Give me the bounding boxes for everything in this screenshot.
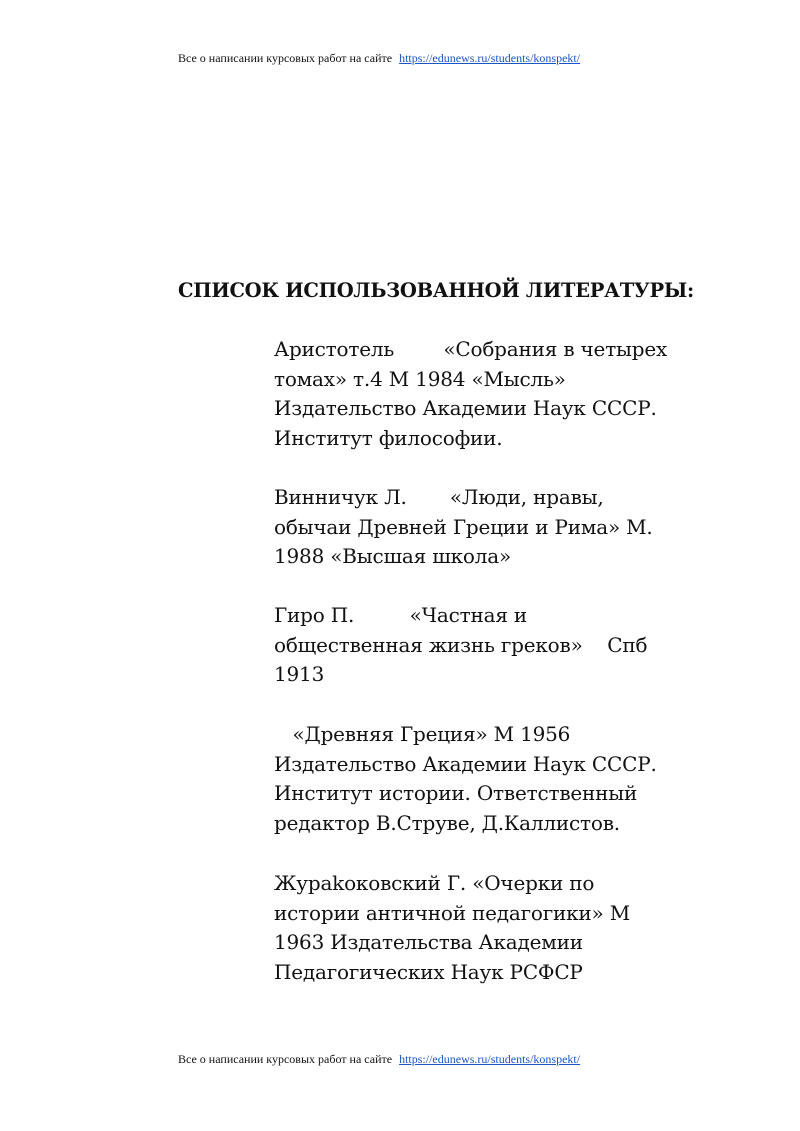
page-header [178,51,778,65]
footer-link[interactable]: https://edunews.ru/students/konspekt/ [399,1052,581,1066]
reference-line: томах» т.4 М 1984 «Мысль» [274,366,566,391]
reference-line: истории античной педагогики» М [274,900,631,925]
page-title: СПИСОК ИСПОЛЬЗОВАННОЙ ЛИТЕРАТУРЫ: [178,279,694,302]
reference-line: Педагогических Наук РСФСР [274,959,583,984]
reference-line: «Древняя Греция» М 1956 [274,722,571,746]
reference-line: 1988 «Высшая школа» [274,544,512,568]
reference-entry [274,335,714,453]
reference-line: 1913 [274,662,325,686]
footer-text: Все о написании курсовых работ на сайте [178,1052,393,1066]
reference-line: Аристотель «Собрания в четырех [274,337,668,361]
reference-entry [274,720,714,838]
reference-line: Гиро П. «Частная и [274,603,528,627]
reference-line: обычаи Древней Греции и Рима» М. [274,514,653,539]
reference-line: Институт философии. [274,425,503,450]
header-text: Все о написании курсовых работ на сайте [178,51,393,65]
reference-line: 1963 Издательства Академии [274,930,583,954]
reference-line: редактор В.Струве, Д.Каллистов. [274,810,620,835]
reference-line: Винничук Л. «Люди, нравы, [274,485,604,509]
reference-line: Институт истории. Ответственный [274,781,638,805]
reference-entry [274,869,714,987]
reference-entry [274,601,714,690]
reference-entry [274,483,714,572]
page-footer [178,1052,778,1066]
header-link[interactable]: https://edunews.ru/students/konspekt/ [399,51,581,65]
reference-line: Жураkоковский Г. «Очерки по [274,871,595,895]
reference-line: Издательство Академии Наук СССР. [274,396,657,420]
reference-line: общественная жизнь греков» Спб [274,632,648,657]
reference-line: Издательство Академии Наук СССР. [274,751,657,776]
